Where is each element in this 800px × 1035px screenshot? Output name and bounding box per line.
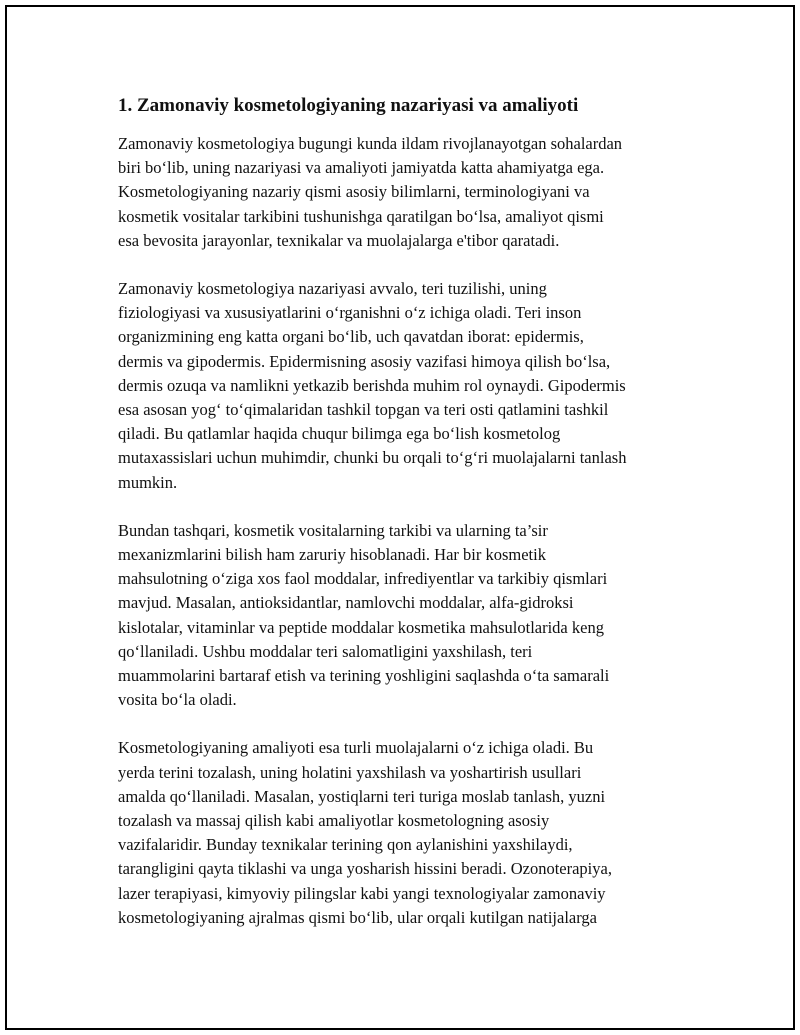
text-line: vazifalaridir. Bunday texnikalar terining qon aylanishini yaxshilaydi, <box>118 835 573 855</box>
text-line: mavjud. Masalan, antioksidantlar, namlovchi moddalar, alfa-gidroksi <box>118 593 574 613</box>
paragraph-4 <box>118 736 718 930</box>
text-line: dermis ozuqa va namlikni yetkazib berishda muhim rol oynaydi. Gipodermis <box>118 375 626 395</box>
text-line: esa bevosita jarayonlar, texnikalar va muolajalarga e'tibor qaratadi. <box>118 230 560 250</box>
section-title: 1. Zamonaviy kosmetologiyaning nazariyasi va amaliyoti <box>118 95 579 116</box>
document-body <box>118 94 718 954</box>
text-line: mahsulotning o‘ziga xos faol moddalar, infrediyentlar va tarkibiy qismlari <box>118 569 608 589</box>
text-line: fiziologiyasi va xususiyatlarini o‘rganishni o‘z ichiga oladi. Teri inson <box>118 303 582 323</box>
text-line: kosmetologiyaning ajralmas qismi bo‘lib, ular orqali kutilgan natijalarga <box>118 907 598 927</box>
text-line: mutaxassislari uchun muhimdir, chunki bu orqali to‘g‘ri muolajalarni tanlash <box>118 448 627 468</box>
text-line: dermis va gipodermis. Epidermisning asosiy vazifasi himoya qilish bo‘lsa, <box>118 351 611 371</box>
paragraph-2 <box>118 277 718 495</box>
paragraph-1 <box>118 132 718 253</box>
text-line: kislotalar, vitaminlar va peptide moddalar kosmetika mahsulotlarida keng <box>118 617 604 637</box>
text-line: esa asosan yog‘ to‘qimalaridan tashkil topgan va teri osti qatlamini tashkil <box>118 400 609 420</box>
text-line: biri bo‘lib, uning nazariyasi va amaliyoti jamiyatda katta ahamiyatga ega. <box>118 158 605 178</box>
text-line: lazer terapiyasi, kimyoviy pilingslar kabi yangi texnologiyalar zamonaviy <box>118 883 606 903</box>
text-line: tozalash va massaj qilish kabi amaliyotlar kosmetologning asosiy <box>118 811 550 831</box>
text-line: mexanizmlarini bilish ham zaruriy hisoblanadi. Har bir kosmetik <box>118 545 546 565</box>
text-line: Zamonaviy kosmetologiya nazariyasi avvalo, teri tuzilishi, uning <box>118 279 547 299</box>
text-line: kosmetik vositalar tarkibini tushunishga qaratilgan bo‘lsa, amaliyot qismi <box>118 206 604 226</box>
text-line: Zamonaviy kosmetologiya bugungi kunda ildam rivojlanayotgan sohalardan <box>118 134 623 153</box>
text-line: qiladi. Bu qatlamlar haqida chuqur bilimga ega bo‘lish kosmetolog <box>118 424 561 444</box>
text-line: muammolarini bartaraf etish va terining yoshligini saqlashda o‘ta samarali <box>118 666 610 686</box>
paragraph-3 <box>118 519 718 713</box>
text-line: Kosmetologiyaning amaliyoti esa turli muolajalarni o‘z ichiga oladi. Bu <box>118 738 594 758</box>
text-line: amalda qo‘llaniladi. Masalan, yostiqlarni teri turiga moslab tanlash, yuzni <box>118 786 606 806</box>
text-line: Kosmetologiyaning nazariy qismi asosiy bilimlarni, terminologiyani va <box>118 182 590 202</box>
text-line: tarangligini qayta tiklashi va unga yosharish hissini beradi. Ozonoterapiya, <box>118 859 612 879</box>
text-line: vosita bo‘la oladi. <box>118 690 237 710</box>
text-line: qo‘llaniladi. Ushbu moddalar teri salomatligini yaxshilash, teri <box>118 641 533 661</box>
text-line: organizmining eng katta organi bo‘lib, uch qavatdan iborat: epidermis, <box>118 327 584 347</box>
text-line: mumkin. <box>118 472 178 492</box>
text-line: Bundan tashqari, kosmetik vositalarning tarkibi va ularning ta’sir <box>118 520 548 540</box>
text-line: yerda terini tozalash, uning holatini yaxshilash va yoshartirish usullari <box>118 762 582 782</box>
